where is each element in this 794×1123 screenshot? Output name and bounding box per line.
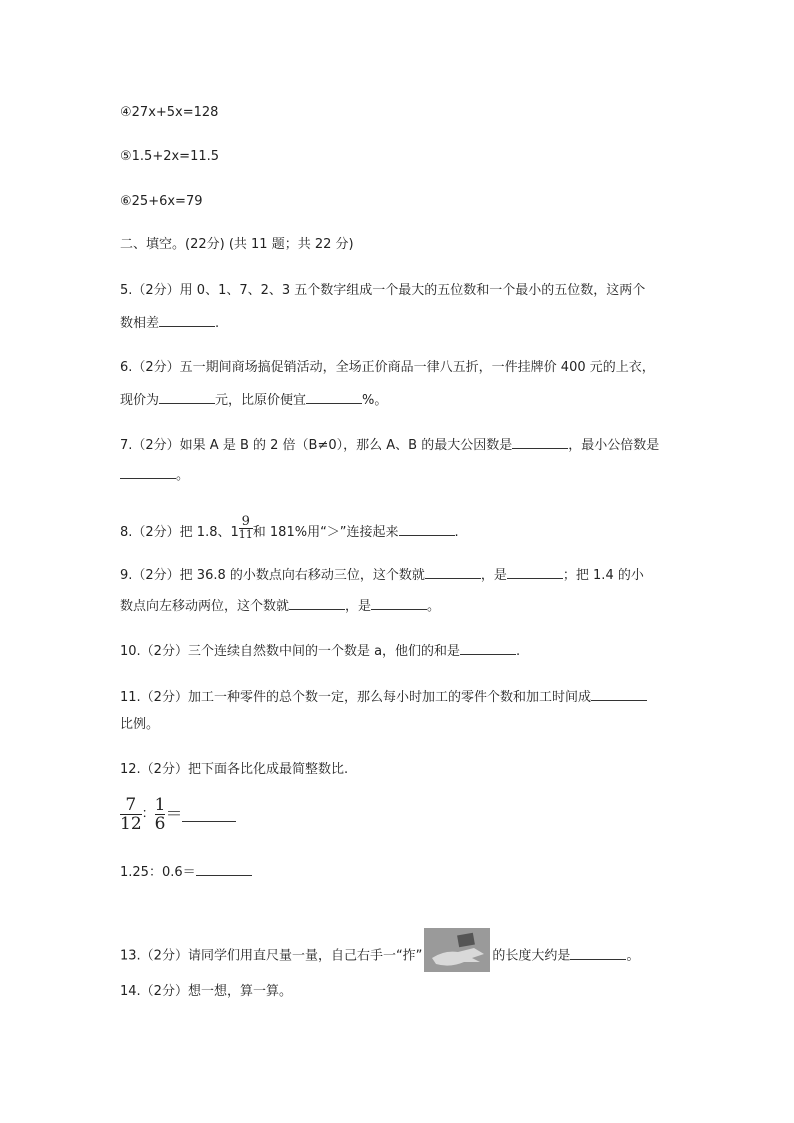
answer-blank[interactable]	[120, 464, 176, 479]
question-12: 12.（2分）把下面各比化成最简整数比.	[120, 762, 349, 777]
question-5-line-1: 5.（2分）用 0、1、7、2、3 五个数字组成一个最大的五位数和一个最小的五位数，这两个	[120, 283, 646, 298]
answer-blank[interactable]	[460, 640, 516, 655]
answer-blank[interactable]	[159, 312, 215, 327]
q9-text-b: ，是	[480, 568, 507, 583]
answer-blank[interactable]	[425, 564, 481, 579]
q6-text-c: %。	[362, 393, 388, 408]
equation-5: ⑤1.5+2x=11.5	[120, 149, 220, 164]
question-8	[120, 514, 459, 545]
q7-end: 。	[176, 468, 190, 483]
question-10	[120, 640, 520, 661]
question-9-line-2	[120, 595, 440, 616]
q10-end: .	[516, 644, 521, 659]
answer-blank[interactable]	[371, 595, 427, 610]
q6-text-a: 现价为	[120, 393, 160, 408]
q9-text-c: ；把 1.4 的小	[562, 568, 644, 583]
question-5-line-2	[120, 312, 219, 333]
answer-blank[interactable]	[507, 564, 563, 579]
q6-text-b: 元，比原价便宜	[215, 393, 307, 408]
q8-text-b: 和 181%用“＞”连接起来	[252, 525, 399, 540]
question-9-line-1	[120, 564, 644, 585]
answer-blank[interactable]	[591, 686, 647, 701]
fraction-denominator: 6	[154, 814, 166, 834]
q8-end: .	[454, 525, 459, 540]
fraction-1-6	[155, 796, 166, 833]
answer-blank[interactable]	[196, 861, 252, 876]
answer-blank[interactable]	[289, 595, 345, 610]
fraction-numerator: 1	[154, 795, 166, 815]
question-7-line-2	[120, 464, 189, 485]
section-heading: 二、填空。(22分) (共 11 题；共 22 分)	[120, 237, 354, 252]
mixed-fraction	[239, 516, 253, 541]
equation-4: ④27x+5x=128	[120, 105, 219, 120]
q7-text-a: 7.（2分）如果 A 是 B 的 2 倍（B≠0），那么 A、B 的最大公因数是	[120, 438, 513, 453]
fraction-numerator: 7	[125, 795, 137, 815]
answer-blank[interactable]	[570, 945, 626, 960]
equation-6: ⑥25+6x=79	[120, 194, 203, 209]
ratio-fractions	[120, 796, 236, 833]
q9-text-d: 数点向左移动两位，这个数就	[120, 599, 290, 614]
ratio-colon: ：	[141, 806, 155, 822]
fraction-denominator: 12	[120, 814, 142, 834]
question-11-line-1	[120, 686, 647, 707]
question-13	[120, 934, 639, 978]
q9-text-a: 9.（2分）把 36.8 的小数点向右移动三位，这个数就	[120, 568, 425, 583]
ratio-decimals	[120, 861, 252, 882]
q7-text-b: ，最小公倍数是	[568, 438, 660, 453]
question-14: 14.（2分）想一想，算一算。	[120, 984, 292, 999]
question-7-line-1	[120, 434, 659, 455]
answer-blank[interactable]	[306, 389, 362, 404]
answer-blank[interactable]	[512, 434, 568, 449]
answer-blank[interactable]	[399, 521, 455, 536]
hand-span-image	[424, 928, 490, 972]
q10-text: 10.（2分）三个连续自然数中间的一个数是 a，他们的和是	[120, 644, 461, 659]
fraction-denominator: 11	[238, 528, 253, 541]
answer-blank[interactable]	[159, 389, 215, 404]
q9-end: 。	[427, 599, 441, 614]
question-6-line-1: 6.（2分）五一期间商场搞促销活动，全场正价商品一律八五折，一件挂牌价 400 元的上衣，	[120, 360, 655, 375]
q11-text: 11.（2分）加工一种零件的总个数一定，那么每小时加工的零件个数和加工时间成	[120, 690, 591, 705]
q12-decimal-ratio: 1.25：0.6＝	[120, 865, 196, 880]
question-11-line-2: 比例。	[120, 717, 160, 732]
q5-end: .	[215, 316, 220, 331]
fraction-numerator: 9	[241, 514, 250, 529]
question-6-line-2	[120, 389, 387, 410]
answer-blank[interactable]	[182, 807, 236, 822]
q9-text-e: ，是	[345, 599, 372, 614]
q13-text-b: 的长度大约是	[492, 948, 571, 964]
q13-end: 。	[626, 948, 640, 964]
q8-text-a: 8.（2分）把 1.8、1	[120, 525, 239, 540]
equals-sign: ＝	[165, 804, 183, 825]
fraction-7-12	[120, 796, 142, 833]
q5-text: 数相差	[120, 316, 160, 331]
q13-text-a: 13.（2分）请同学们用直尺量一量，自己右手一“拃”	[120, 948, 423, 964]
